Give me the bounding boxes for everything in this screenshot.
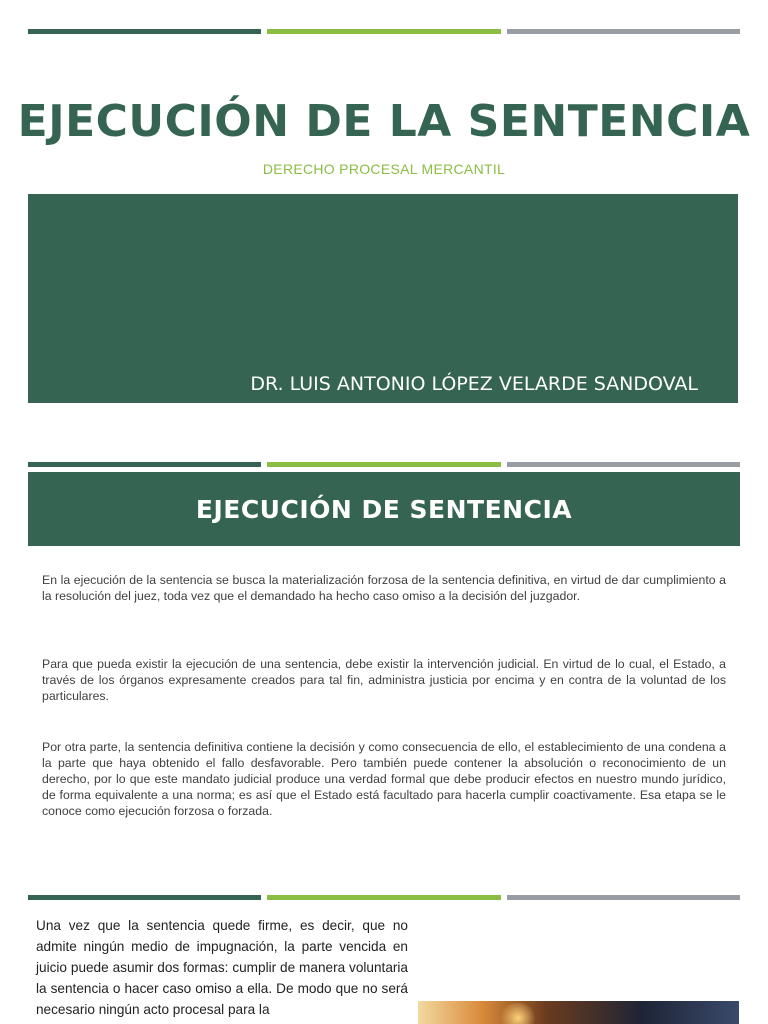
slide3-paragraph: Una vez que la sentencia quede firme, es decir, que no admite ningún medio de impugnación, la parte vencida en juicio puede asumir dos formas: cumplir de manera voluntaria la sentencia o hacer caso omiso a ella. De modo que no será necesario ningún acto procesal para la [36,918,408,1017]
accent-bar-gray [507,462,740,467]
title-banner [28,194,738,403]
paragraph-3: Por otra parte, la sentencia definitiva contiene la decisión y como consecuencia de ello, el establecimiento de una condena a la parte que haya obtenido el fallo desfavorable. Pero también puede contener la absolución o reconocimiento de un derecho, por lo que este mandato judicial produce una verdad formal que debe producir efectos en nuestro mundo jurídico, de forma equivalente a una norma; es así que el Estado está facultado para hacerla cumplir coactivamente. Esa etapa se le conoce como ejecución forzosa o forzada. [42,740,726,818]
slide2-header [28,472,740,546]
gavel-photo [418,1001,739,1024]
accent-bar-dark-green [28,29,261,34]
accent-bar-gray [507,29,740,34]
paragraph-2: Para que pueda existir la ejecución de una sentencia, debe existir la intervención judicial. En virtud de lo cual, el Estado, a través de los órganos expresamente creados para tal fin, administra justicia por encima y en contra de la voluntad de los particulares. [42,657,726,703]
slide1-subtitle: DERECHO PROCESAL MERCANTIL [262,161,506,177]
slide2-title: EJECUCIÓN DE SENTENCIA [195,494,573,524]
accent-bars-slide3 [28,895,740,900]
slide1-title: EJECUCIÓN DE LA SENTENCIA [17,96,751,147]
paragraph-1: En la ejecución de la sentencia se busca la materialización forzosa de la sentencia definitiva, en virtud de dar cumplimiento a la resolución del juez, toda vez que el demandado ha hecho caso omiso a la decisión del juzgador. [42,573,726,603]
accent-bar-light-green [267,29,500,34]
accent-bar-dark-green [28,462,261,467]
accent-bars-slide2 [28,462,740,467]
photo-light-glow [498,1003,538,1024]
author-name: DR. LUIS ANTONIO LÓPEZ VELARDE SANDOVAL [250,373,698,395]
accent-bar-dark-green [28,895,261,900]
accent-bar-light-green [267,895,500,900]
accent-bars-top [28,29,740,34]
accent-bar-gray [507,895,740,900]
accent-bar-light-green [267,462,500,467]
